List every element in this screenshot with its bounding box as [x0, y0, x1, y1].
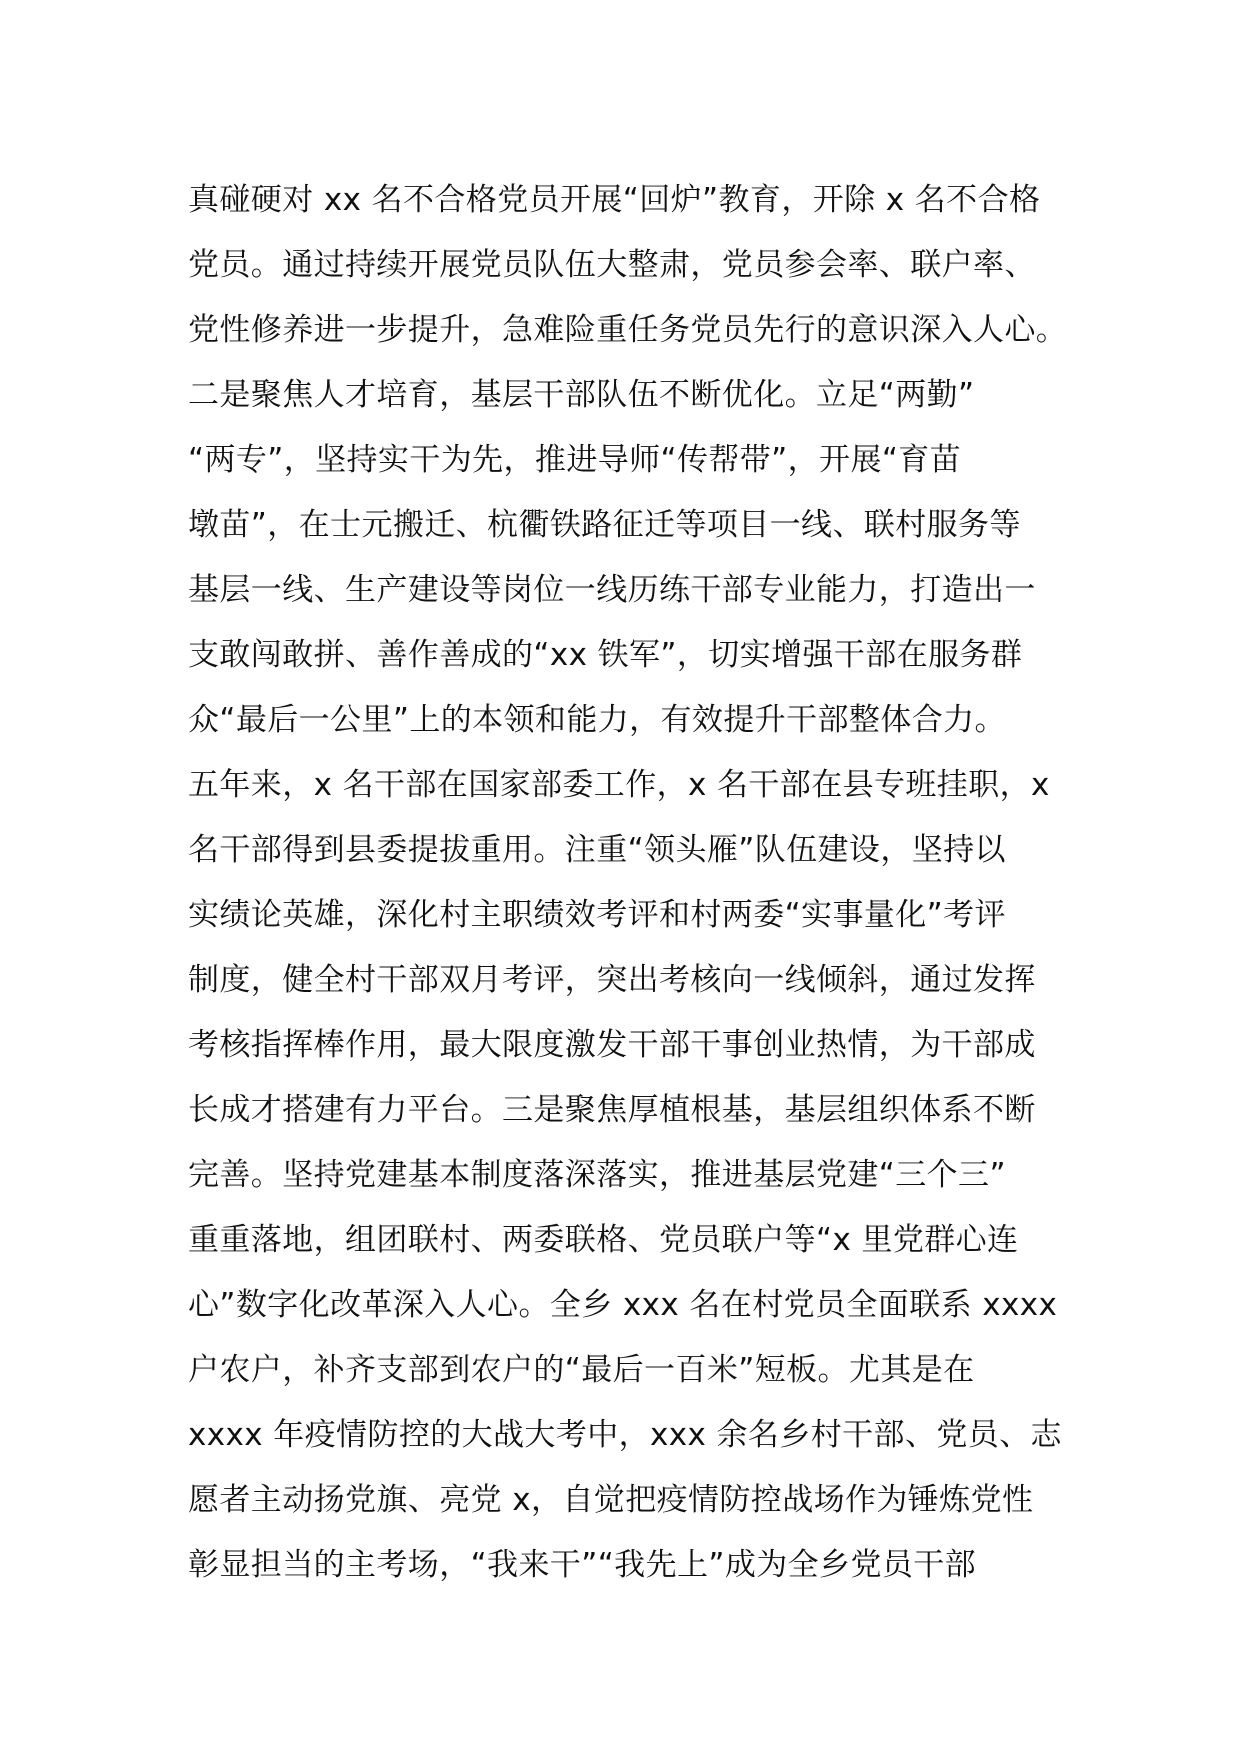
text-line: 愿者主动扬党旗、亮党 x，自觉把疫情防控战场作为锤炼党性: [188, 1482, 1034, 1518]
text-line: 制度，健全村干部双月考评，突出考核向一线倾斜，通过发挥: [188, 962, 1036, 998]
text-line: 彰显担当的主考场，“我来干”“我先上”成为全乡党员干部: [188, 1547, 977, 1583]
text-line: 党性修养进一步提升，急难险重任务党员先行的意识深入人心。: [188, 312, 1068, 348]
text-line: 完善。坚持党建基本制度落深落实，推进基层党建“三个三”: [188, 1157, 1006, 1193]
text-line: “两专”，坚持实干为先，推进导师“传帮带”，开展“育苗: [188, 442, 962, 478]
text-line: 党员。通过持续开展党员队伍大整肃，党员参会率、联户率、: [188, 247, 1036, 283]
text-line: 心”数字化改革深入人心。全乡 xxx 名在村党员全面联系 xxxx: [188, 1287, 1058, 1323]
text-line: 实绩论英雄，深化村主职绩效考评和村两委“实事量化”考评: [188, 897, 1006, 933]
text-line: 五年来，x 名干部在国家部委工作，x 名干部在县专班挂职，x: [188, 767, 1050, 803]
text-line: 重重落地，组团联村、两委联格、党员联户等“x 里党群心连: [188, 1222, 1019, 1258]
text-line: 二是聚焦人才培育，基层干部队伍不断优化。立足“两勤”: [188, 377, 975, 413]
text-line: 墩苗”，在士元搬迁、杭衢铁路征迁等项目一线、联村服务等: [188, 507, 1021, 543]
text-line: 支敢闯敢拼、善作善成的“xx 铁军”，切实增强干部在服务群: [188, 637, 1023, 673]
text-line: 户农户，补齐支部到农户的“最后一百米”短板。尤其是在: [188, 1352, 975, 1388]
text-line: 考核指挥棒作用，最大限度激发干部干事创业热情，为干部成: [188, 1027, 1036, 1063]
text-line: 众“最后一公里”上的本领和能力，有效提升干部整体合力。: [188, 702, 1006, 738]
text-line: 基层一线、生产建设等岗位一线历练干部专业能力，打造出一: [188, 572, 1036, 608]
body-text: [188, 168, 1088, 1598]
text-line: 名干部得到县委提拔重用。注重“领头雁”队伍建设，坚持以: [188, 832, 1006, 868]
text-line: 真碰硬对 xx 名不合格党员开展“回炉”教育，开除 x 名不合格: [188, 182, 1041, 218]
text-line: 长成才搭建有力平台。三是聚焦厚植根基，基层组织体系不断: [188, 1092, 1036, 1128]
text-line: xxxx 年疫情防控的大战大考中，xxx 余名乡村干部、党员、志: [188, 1417, 1062, 1453]
